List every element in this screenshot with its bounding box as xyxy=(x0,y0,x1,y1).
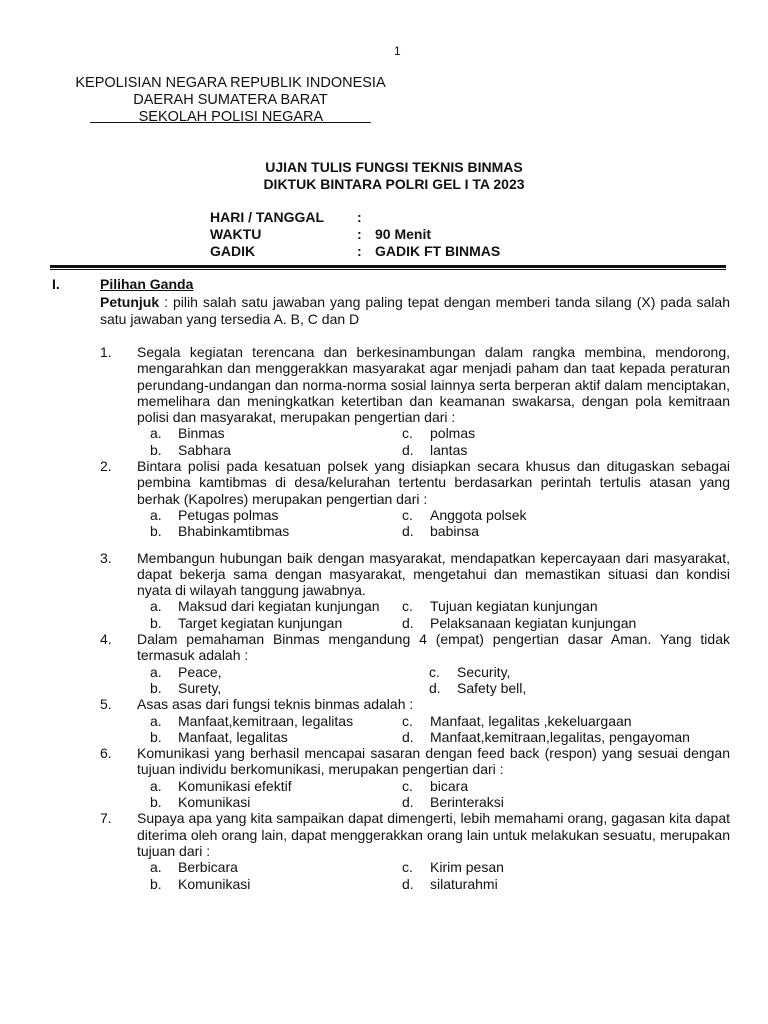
option-c[interactable]: c. Tujuan kegiatan kunjungan xyxy=(402,598,598,615)
question-number: 7. xyxy=(100,810,112,827)
info-row-time xyxy=(210,226,500,243)
question-number: 1. xyxy=(100,344,112,360)
option-d[interactable]: d. Safety bell, xyxy=(429,679,527,696)
header-divider xyxy=(50,265,726,268)
option-a[interactable]: a. Petugas polmas xyxy=(150,506,279,523)
option-list xyxy=(137,859,730,892)
instruction-text: : pilih salah satu jawaban yang paling tepat dengan memberi tanda silang (X) pada salah satu jawaban yang tersedia A. B, C dan D xyxy=(100,294,730,327)
question-text: Bintara polisi pada kesatuan polsek yang disiapkan secara khusus dan ditugaskan sebagai pembina kamtibmas di desa/kelurahan tertentu berdasarkan perintah tertulis atasan yang berhak (Kapolres) merupakan pengertian dari : xyxy=(137,458,730,507)
question-number: 2. xyxy=(100,458,112,475)
option-list xyxy=(137,713,730,746)
section-number: I. xyxy=(52,276,60,292)
option-d[interactable]: d. silaturahmi xyxy=(402,875,498,892)
question-text: Membangun hubungan baik dengan masyarakat, mendapatkan kepercayaan dari masyarakat, dapat bekerja sama dengan masyarakat, mengetahui dan memastikan situasi dan kondisi nyata di wilayah tanggung jawabnya. xyxy=(137,549,730,599)
institution-line-3: SEKOLAH POLISI NEGARA xyxy=(138,109,323,125)
option-b[interactable]: b. Surety, xyxy=(150,679,222,696)
question-text: Supaya apa yang kita sampaikan dapat dimengerti, lebih memahami orang, gagasan kita dapat diterima oleh orang lain, dapat menggerakkan orang lain untuk melakukan sesuatu, merupakan tujuan dari : xyxy=(137,810,730,859)
question-item xyxy=(100,550,730,631)
instruction-label: Petunjuk xyxy=(100,294,160,310)
option-list xyxy=(137,598,730,631)
info-colon: : xyxy=(357,243,362,259)
question-text: Segala kegiatan terencana dan berkesinambungan dalam rangka membina, mendorong, mengarahkan dan menggerakkan masyarakat agar menjadi paham dan taat kepada peraturan perundang-undangan dan norma-norma sosial lainnya serta berperan aktif dalam menciptakan, memelihara dan meningkatkan ketertiban dan keamanan swakarsa, dengan pola kemitraan polisi dan masyarakat, merupakan pengertian dari : xyxy=(137,344,730,426)
question-item xyxy=(100,745,730,810)
page-number: 1 xyxy=(394,44,401,58)
option-b[interactable]: b. Komunikasi xyxy=(150,875,251,892)
question-text: Komunikasi yang berhasil mencapai sasaran dengan feed back (respon) yang sesuai dengan tujuan individu berkomunikasi, merupakan pengertian dari : xyxy=(137,745,730,778)
option-c[interactable]: c. bicara xyxy=(402,777,469,794)
option-c[interactable]: c. polmas xyxy=(402,425,476,442)
info-value: 90 Menit xyxy=(375,226,432,242)
institution-line-1: KEPOLISIAN NEGARA REPUBLIK INDONESIA xyxy=(75,75,386,91)
info-row-date xyxy=(210,209,500,226)
info-colon: : xyxy=(357,226,362,242)
option-list xyxy=(137,507,730,540)
exam-title xyxy=(0,159,768,193)
question-number: 4. xyxy=(100,631,112,648)
question-item xyxy=(100,344,730,458)
info-colon: : xyxy=(357,209,362,225)
option-b[interactable]: b. Manfaat, legalitas xyxy=(150,728,288,745)
question-text: Asas asas dari fungsi teknis binmas adalah : xyxy=(137,696,414,713)
question-item xyxy=(100,631,730,696)
question-item xyxy=(100,696,730,745)
section-title: Pilihan Ganda xyxy=(100,276,194,292)
option-c[interactable]: c. Anggota polsek xyxy=(402,506,527,523)
option-a[interactable]: a. Binmas xyxy=(150,425,225,442)
question-number: 3. xyxy=(100,549,112,566)
option-d[interactable]: d. Berinteraksi xyxy=(402,794,504,811)
option-a[interactable]: a. Peace, xyxy=(150,663,222,680)
question-number: 6. xyxy=(100,745,112,762)
header-divider-thin xyxy=(50,269,726,270)
exam-info xyxy=(210,209,500,260)
option-c[interactable]: c. Kirim pesan xyxy=(402,859,504,876)
info-label: GADIK xyxy=(210,243,256,259)
exam-title-line-1: UJIAN TULIS FUNGSI TEKNIS BINMAS xyxy=(265,159,523,175)
question-text: Dalam pemahaman Binmas mengandung 4 (empat) pengertian dasar Aman. Yang tidak termasuk adalah : xyxy=(137,631,730,664)
option-d[interactable]: d. Pelaksanaan kegiatan kunjungan xyxy=(402,614,637,631)
option-a[interactable]: a. Komunikasi efektif xyxy=(150,777,292,794)
option-b[interactable]: b. Bhabinkamtibmas xyxy=(150,523,290,540)
option-a[interactable]: a. Manfaat,kemitraan, legalitas xyxy=(150,712,354,729)
option-c[interactable]: c. Security, xyxy=(429,663,511,680)
option-b[interactable]: b. Target kegiatan kunjungan xyxy=(150,614,343,631)
institution-line-2: DAERAH SUMATERA BARAT xyxy=(133,92,328,108)
exam-title-line-2: DIKTUK BINTARA POLRI GEL I TA 2023 xyxy=(263,176,525,192)
option-d[interactable]: d. babinsa xyxy=(402,523,480,540)
option-a[interactable]: a. Berbicara xyxy=(150,859,238,876)
info-value: GADIK FT BINMAS xyxy=(375,243,501,259)
info-label: WAKTU xyxy=(210,226,262,242)
option-list xyxy=(137,778,730,811)
info-row-instructor xyxy=(210,243,500,260)
option-a[interactable]: a. Maksud dari kegiatan kunjungan xyxy=(150,598,380,615)
info-label: HARI / TANGGAL xyxy=(210,209,325,225)
option-list xyxy=(137,664,730,697)
option-d[interactable]: d. lantas xyxy=(402,441,468,458)
option-list xyxy=(137,425,730,458)
option-c[interactable]: c. Manfaat, legalitas ,kekeluargaan xyxy=(402,712,632,729)
instructions xyxy=(100,294,730,328)
option-b[interactable]: b. Sabhara xyxy=(150,441,231,458)
institution-header xyxy=(64,75,397,126)
option-d[interactable]: d. Manfaat,kemitraan,legalitas, pengayoman xyxy=(402,728,690,745)
option-b[interactable]: b. Komunikasi xyxy=(150,794,251,811)
question-list xyxy=(100,344,730,892)
question-item xyxy=(100,810,730,891)
question-item xyxy=(100,458,730,539)
question-number: 5. xyxy=(100,696,112,713)
